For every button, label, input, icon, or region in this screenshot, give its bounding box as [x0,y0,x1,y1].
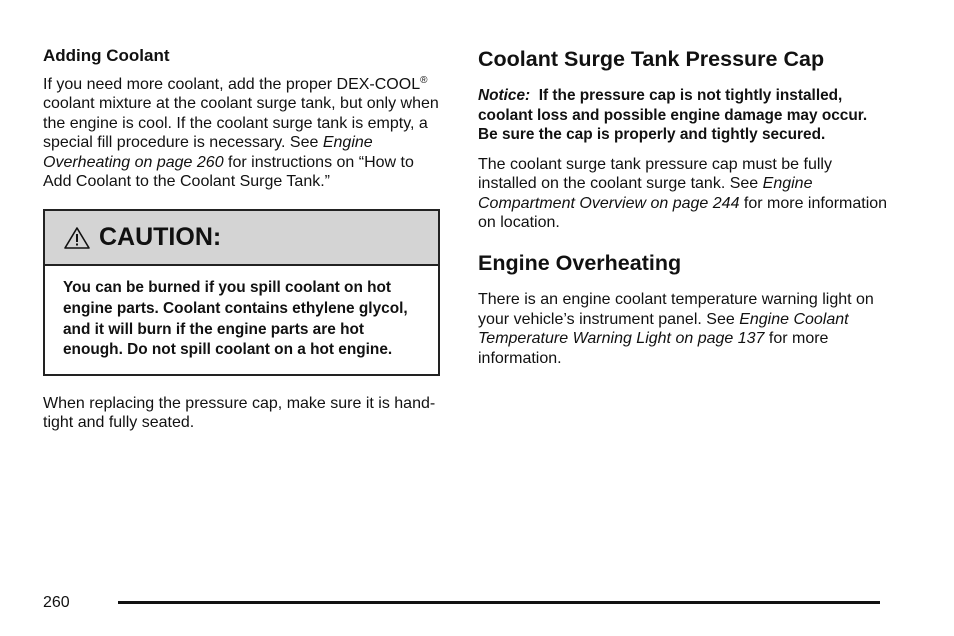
caution-body [45,266,438,373]
text-run: If you need more coolant, add the proper DEX-COOL [43,76,421,93]
warning-triangle-icon [63,226,91,250]
caution-text: You can be burned if you spill coolant on hot engine parts. Coolant contains ethylene glycol, and it will burn if the engine parts are hot enough. Do not spill coolant on a hot engine. [63,279,408,359]
caution-title: CAUTION: [99,223,222,252]
text-run: for more information. [478,330,829,367]
caution-box [43,209,440,375]
engine-overheating-section [478,250,888,368]
cross-reference-engine-overheating[interactable]: Engine Overheating on page 260 [43,134,373,171]
left-column [43,46,443,433]
cross-reference-warning-light[interactable]: Engine Coolant Temperature Warning Light on page 137 [478,310,849,348]
pressure-cap-info-paragraph [478,155,888,233]
text-run: coolant mixture at the coolant surge tank, but only when the engine is cool. If the coolant surge tank is empty, a special fill procedure is necessary. See [43,95,439,152]
text-run: for instructions on “How to Add Coolant to the Coolant Surge Tank.” [43,153,414,191]
footer-rule [118,601,880,604]
section-title-pressure-cap: Coolant Surge Tank Pressure Cap [478,47,825,71]
section-title-engine-overheating: Engine Overheating [478,251,682,276]
pressure-cap-paragraph: When replacing the pressure cap, make sure it is hand-tight and fully seated. [43,394,436,432]
caution-header [45,211,438,266]
notice-label: Notice: [478,87,531,104]
notice-text: If the pressure cap is not tightly installed, coolant loss and possible engine damage may occur. Be sure the cap is properly and tightly secured. [478,87,868,144]
page-number: 260 [43,594,70,611]
text-run: There is an engine coolant temperature warning light on your vehicle’s instrument panel. See [478,291,874,328]
right-column [478,46,888,368]
text-run: The coolant surge tank pressure cap must be fully installed on the coolant surge tank. See [478,155,832,193]
cross-reference-engine-compartment[interactable]: Engine Compartment Overview on page 244 [478,175,813,212]
text-run: for more information on location. [478,194,888,231]
adding-coolant-paragraph [43,75,443,191]
registered-mark: ® [420,75,428,86]
engine-overheating-paragraph [478,290,888,368]
adding-coolant-heading: Adding Coolant [43,46,170,65]
notice-block [478,86,888,145]
